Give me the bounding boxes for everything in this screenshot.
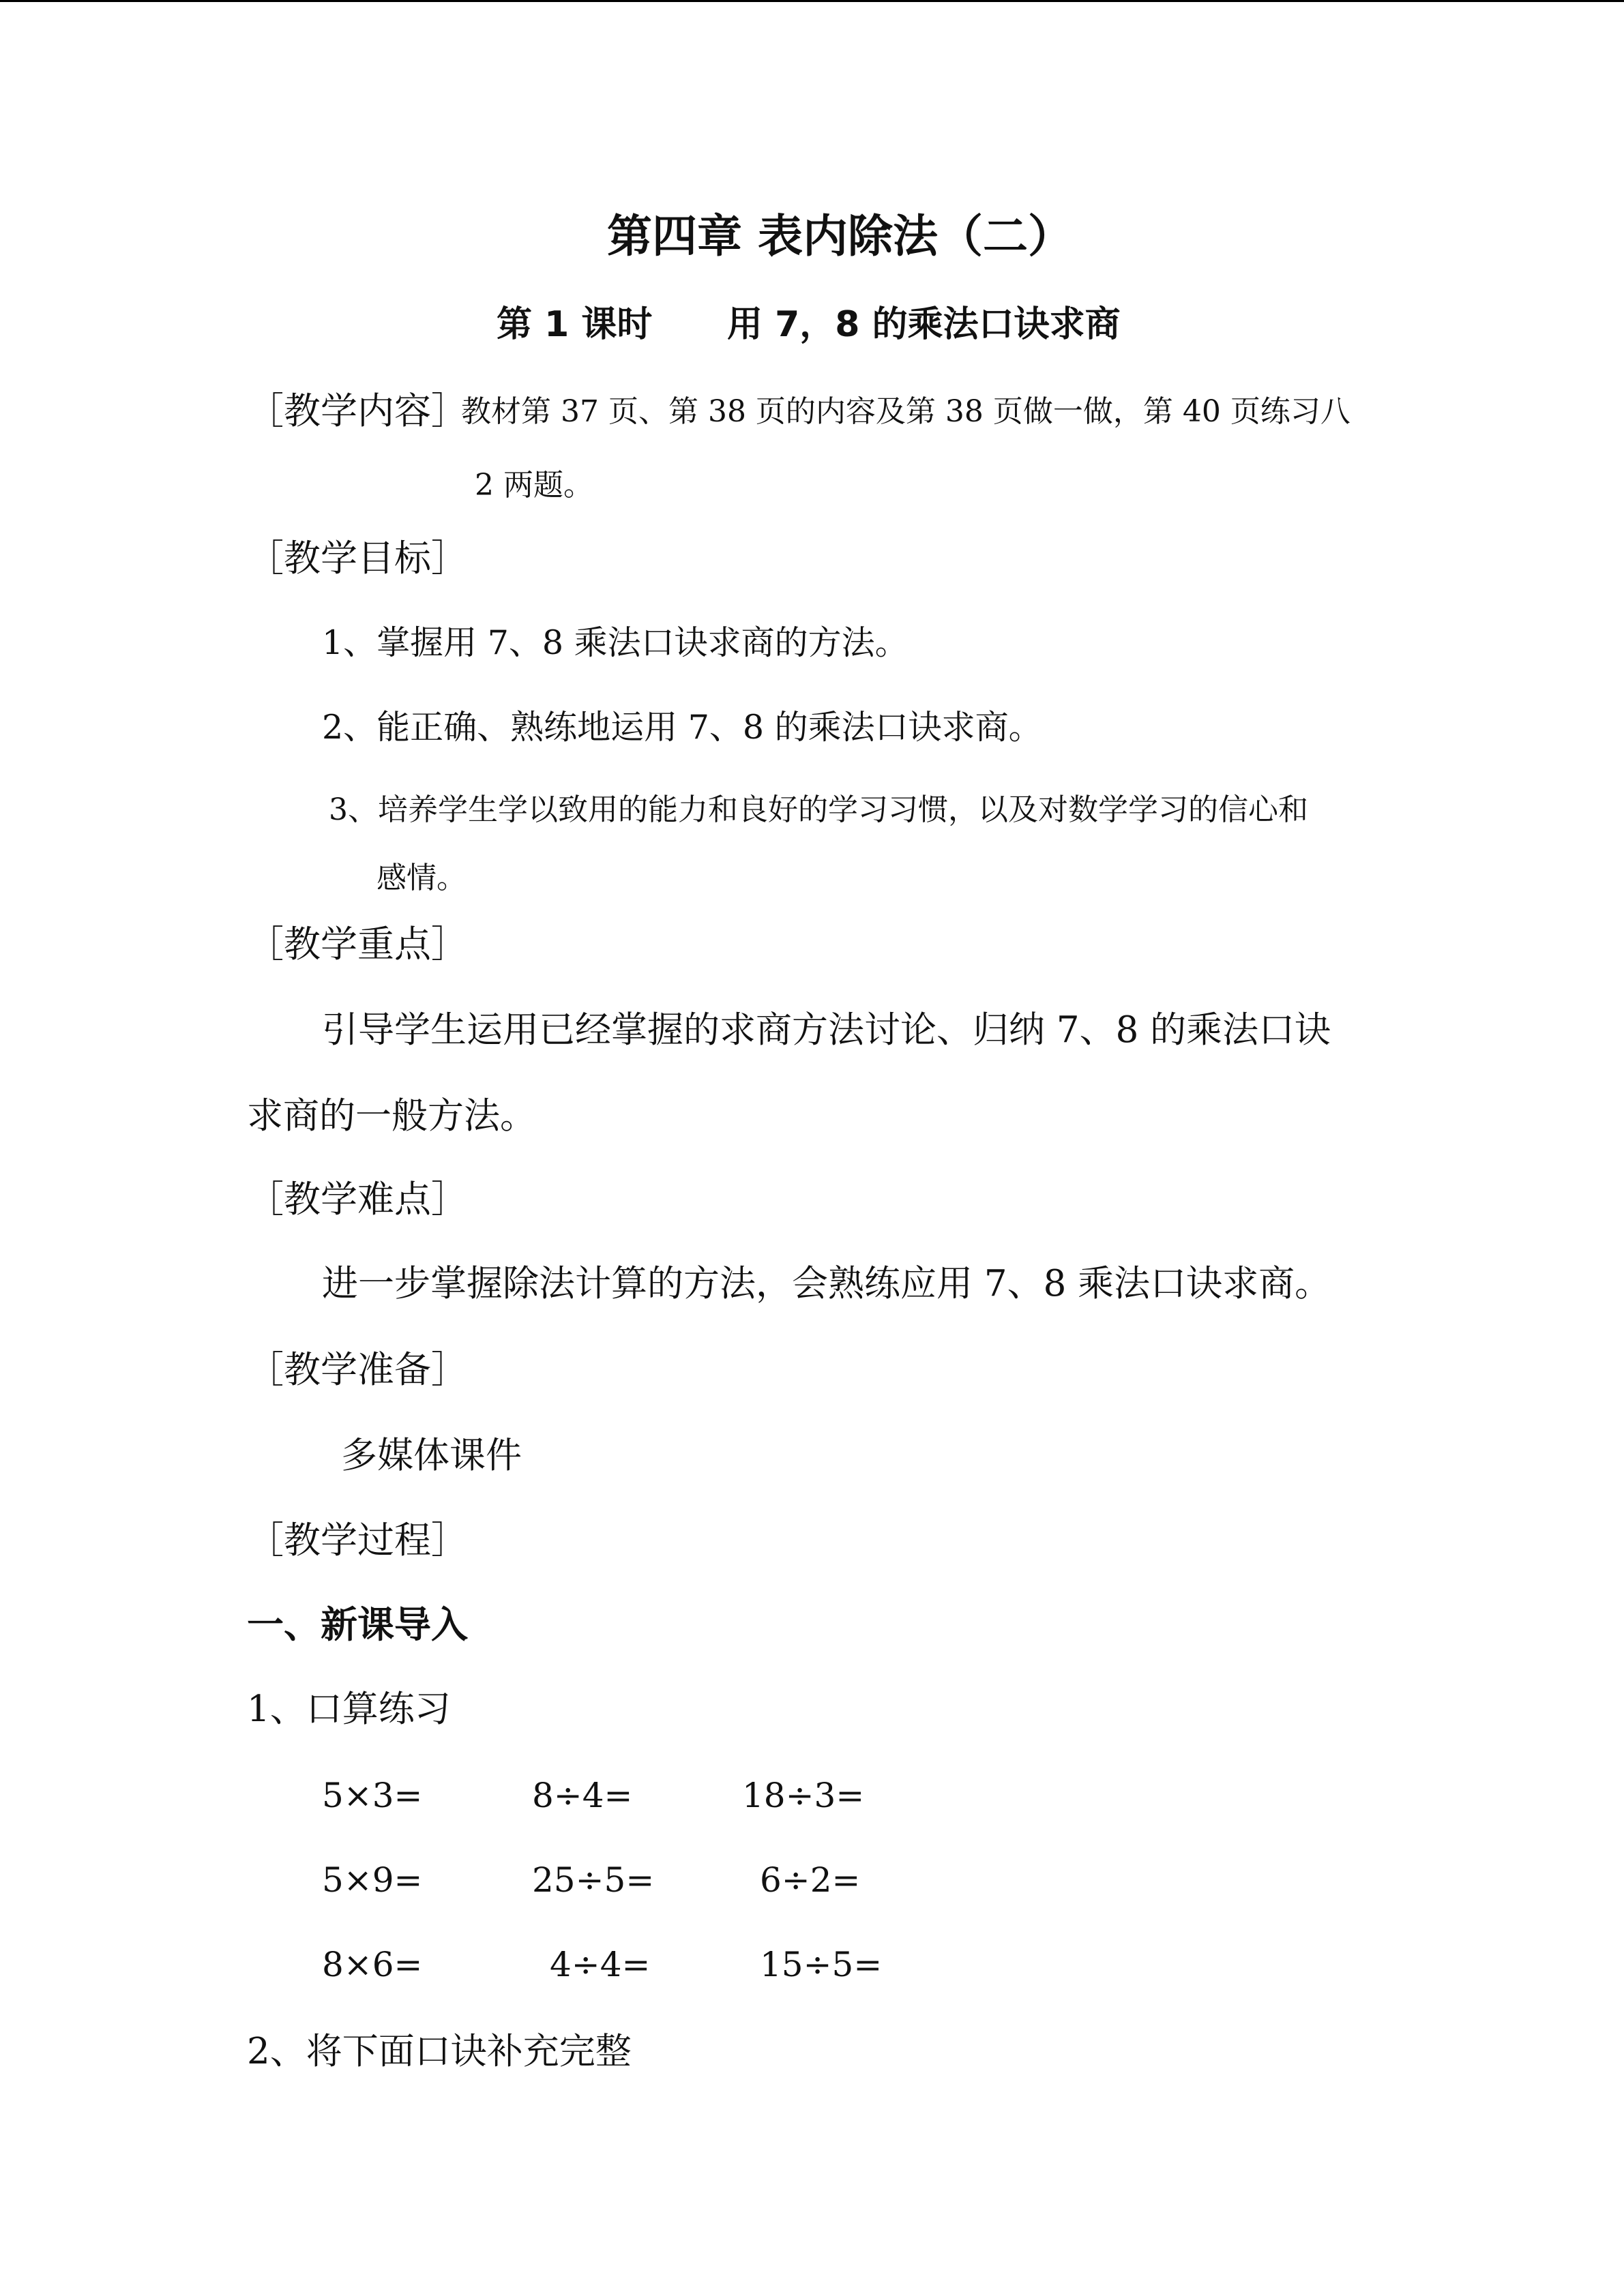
lesson-label: 第 1 课时 xyxy=(497,304,653,345)
objective-item-3: 3、培养学生学以致用的能力和良好的学习习惯，以及对数学学习的信心和 xyxy=(329,792,1308,827)
process-step-1: 1、口算练习 xyxy=(247,1688,451,1730)
content-line-2: 2 两题。 xyxy=(475,468,593,503)
difficulty-heading: ［教学难点］ xyxy=(247,1178,468,1221)
key-point-line-1: 引导学生运用已经掌握的求商方法讨论、归纳 7、8 的乘法口诀 xyxy=(322,1009,1331,1051)
objectives-heading: ［教学目标］ xyxy=(247,537,468,580)
content-line-1: 教材第 37 页、第 38 页的内容及第 38 页做一做，第 40 页练习八 xyxy=(461,394,1350,429)
chapter-title: 第四章 表内除法（二） xyxy=(607,210,1073,263)
preparation-text: 多媒体课件 xyxy=(341,1435,522,1476)
content-heading: ［教学内容］ xyxy=(247,389,468,432)
exercise-r1-c1: 5×3= xyxy=(322,1776,423,1815)
difficulty-text: 进一步掌握除法计算的方法，会熟练应用 7、8 乘法口诀求商。 xyxy=(322,1263,1331,1304)
exercise-r3-c2: 4÷4= xyxy=(550,1945,651,1984)
exercise-r1-c3: 18÷3= xyxy=(742,1776,865,1815)
objective-item-3-continuation: 感情。 xyxy=(377,861,467,895)
page-top-border xyxy=(0,0,1624,2)
process-heading: ［教学过程］ xyxy=(247,1519,468,1562)
exercise-r2-c2: 25÷5= xyxy=(532,1860,655,1900)
exercise-r2-c1: 5×9= xyxy=(322,1860,423,1900)
exercise-r1-c2: 8÷4= xyxy=(532,1776,633,1815)
objective-item-2: 2、能正确、熟练地运用 7、8 的乘法口诀求商。 xyxy=(322,708,1042,747)
lesson-topic: 用 7，8 的乘法口诀求商 xyxy=(727,304,1121,345)
process-step-2: 2、将下面口诀补充完整 xyxy=(247,2031,632,2072)
process-part-1: 一、新课导入 xyxy=(247,1603,468,1646)
exercise-r2-c3: 6÷2= xyxy=(760,1860,861,1900)
preparation-heading: ［教学准备］ xyxy=(247,1348,468,1391)
key-point-heading: ［教学重点］ xyxy=(247,923,468,966)
exercise-r3-c1: 8×6= xyxy=(322,1945,423,1984)
objective-item-1: 1、掌握用 7、8 乘法口诀求商的方法。 xyxy=(322,623,909,662)
exercise-r3-c3: 15÷5= xyxy=(760,1945,883,1984)
key-point-line-2: 求商的一般方法。 xyxy=(247,1095,536,1137)
